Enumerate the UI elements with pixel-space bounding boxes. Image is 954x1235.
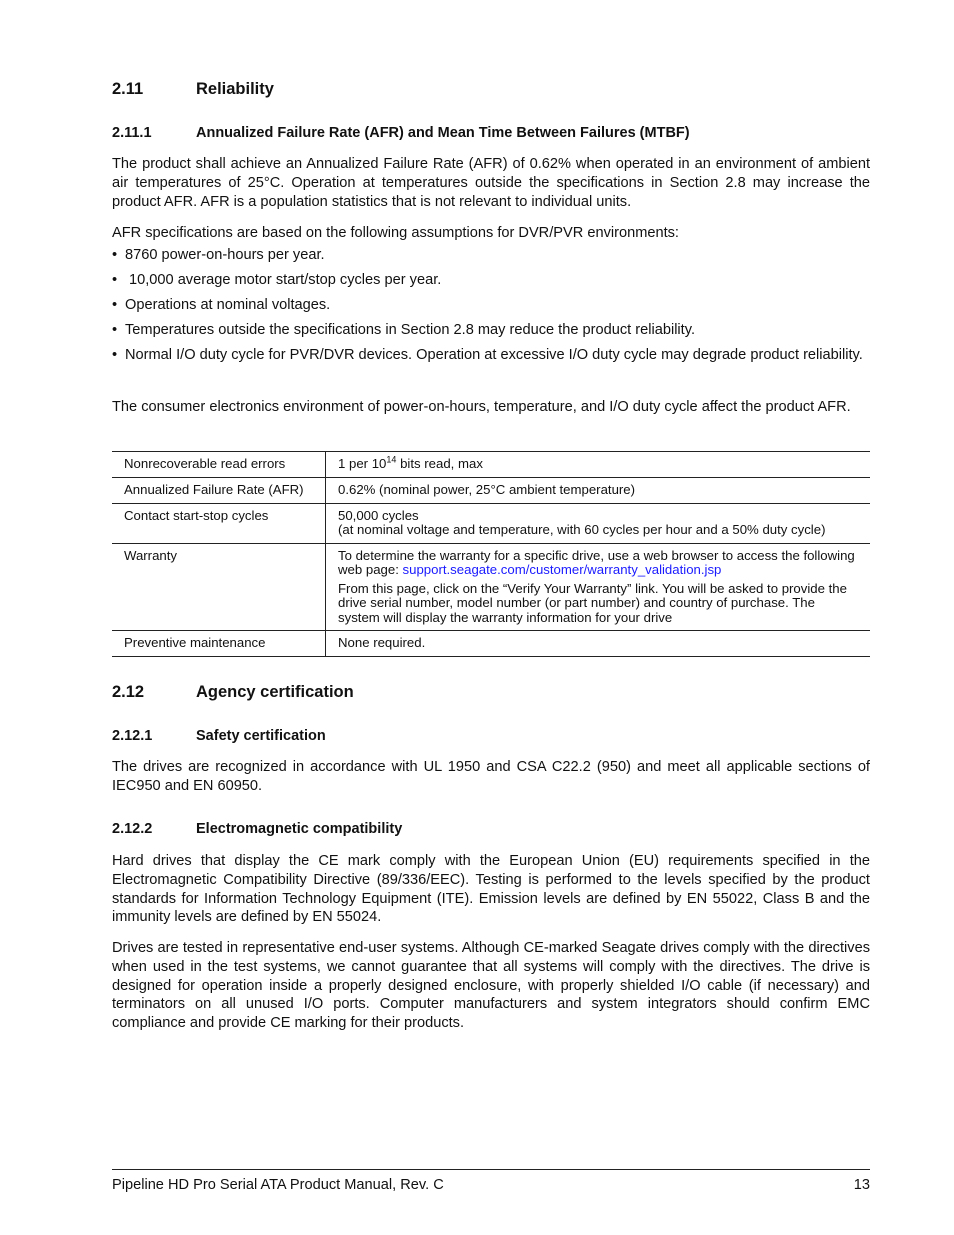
section-heading-safety [112, 728, 326, 744]
section-number: 2.11.1 [112, 125, 152, 141]
section-heading-reliability [112, 80, 274, 99]
section-title: Annualized Failure Rate (AFR) and Mean Time Between Failures (MTBF) [196, 125, 690, 141]
table-row [112, 543, 870, 631]
table-row [112, 631, 870, 657]
table-value-cell: To determine the warranty for a specific drive, use a web browser to access the following web page: support.seagate.com/customer/warranty_validation.jsp From this page, click on the “Verify Your Warranty” link. You will be asked to provide the drive serial number, model number (or part number) and country of purchase. The system will display the warranty information for your drive [326, 543, 871, 631]
section-number: 2.12.2 [112, 821, 153, 837]
section-number: 2.12.1 [112, 728, 153, 744]
table-value-cell: None required. [326, 631, 871, 657]
footer-title: Pipeline HD Pro Serial ATA Product Manual, Rev. C [112, 1177, 444, 1193]
table-row [112, 503, 870, 543]
warranty-link[interactable]: support.seagate.com/customer/warranty_validation.jsp [402, 562, 722, 577]
table-value-cell: 1 per $10^{14}$ bits read, max [326, 452, 871, 478]
bullet-symbol: • [112, 271, 118, 288]
section-title: Agency certification [196, 683, 354, 701]
bullet-symbol: • [112, 296, 118, 313]
section-number: 2.12 [112, 683, 145, 701]
table-row [112, 452, 870, 478]
exponent: 14 [386, 454, 397, 465]
table-label-cell: Warranty [112, 543, 326, 631]
table-value-cell: 50,000 cycles (at nominal voltage and temperature, with 60 cycles per hour and a 50% duty cycle) [326, 503, 871, 543]
table-value-cell: 0.62% (nominal power, 25°C ambient temperature) [326, 478, 871, 504]
table-row [112, 478, 870, 504]
table-label-cell: Annualized Failure Rate (AFR) [112, 478, 326, 504]
footer-divider [112, 1169, 870, 1170]
table-label-cell: Nonrecoverable read errors [112, 452, 326, 478]
section-title: Safety certification [196, 728, 326, 744]
paragraph-emc-2: Drives are tested in representative end-user systems. Although CE-marked Seagate drives comply with the directives when used in the test systems, we cannot guarantee that all systems will comply with the directives. The drive is designed for operation inside a properly designed enclosure, with properly shielded I/O cable (if necessary) and terminators on all unused I/O ports. Computer manufacturers and system integrators should confirm EMC compliance and provide CE marking for their products. [112, 940, 870, 1032]
bullet-symbol: • [112, 346, 118, 363]
assumption-list [112, 246, 870, 371]
page-number: 13 [853, 1177, 870, 1193]
table-label-cell: Contact start-stop cycles [112, 503, 326, 543]
list-item: • 10,000 average motor start/stop cycles per year. [112, 271, 442, 288]
paragraph-afr-environment: The consumer electronics environment of power-on-hours, temperature, and I/O duty cycle affect the product AFR. [112, 399, 851, 415]
paragraph-emc-1: Hard drives that display the CE mark comply with the European Union (EU) requirements specified in the Electromagnetic Compatibility Directive (89/336/EEC). Testing is performed to the levels specified by the product standards for Information Technology Equipment (ITE). Emission levels are defined by EN 55022, Class B and the immunity levels are defined by EN 55024. [112, 853, 870, 926]
bullet-symbol: • [112, 321, 118, 338]
section-heading-afr [112, 125, 690, 141]
section-title: Reliability [196, 80, 274, 98]
section-heading-emc [112, 821, 402, 837]
section-heading-agency [112, 683, 354, 702]
bullet-symbol: • [112, 247, 118, 263]
paragraph-safety: The drives are recognized in accordance with UL 1950 and CSA C22.2 (950) and meet all applicable sections of IEC950 and EN 60950. [112, 759, 870, 794]
paragraph-afr-assumptions: AFR specifications are based on the following assumptions for DVR/PVR environments: [112, 225, 679, 241]
list-item: • Normal I/O duty cycle for PVR/DVR devices. Operation at excessive I/O duty cycle may degrade product reliability. [112, 346, 863, 363]
list-item: • Temperatures outside the specifications in Section 2.8 may reduce the product reliability. [112, 321, 695, 338]
table-label-cell: Preventive maintenance [112, 631, 326, 657]
paragraph-afr-intro: The product shall achieve an Annualized Failure Rate (AFR) of 0.62% when operated in an environment of ambient air temperatures of 25°C. Operation at temperatures outside the specifications in Section 2.8 may increase the product AFR. AFR is a population statistics that is not relevant to individual units. [112, 156, 870, 210]
section-title: Electromagnetic compatibility [196, 821, 403, 837]
reliability-spec-table [112, 451, 870, 657]
list-item: • Operations at nominal voltages. [112, 296, 331, 313]
list-item: • 8760 power-on-hours per year. [112, 247, 325, 263]
section-number: 2.11 [112, 80, 144, 98]
